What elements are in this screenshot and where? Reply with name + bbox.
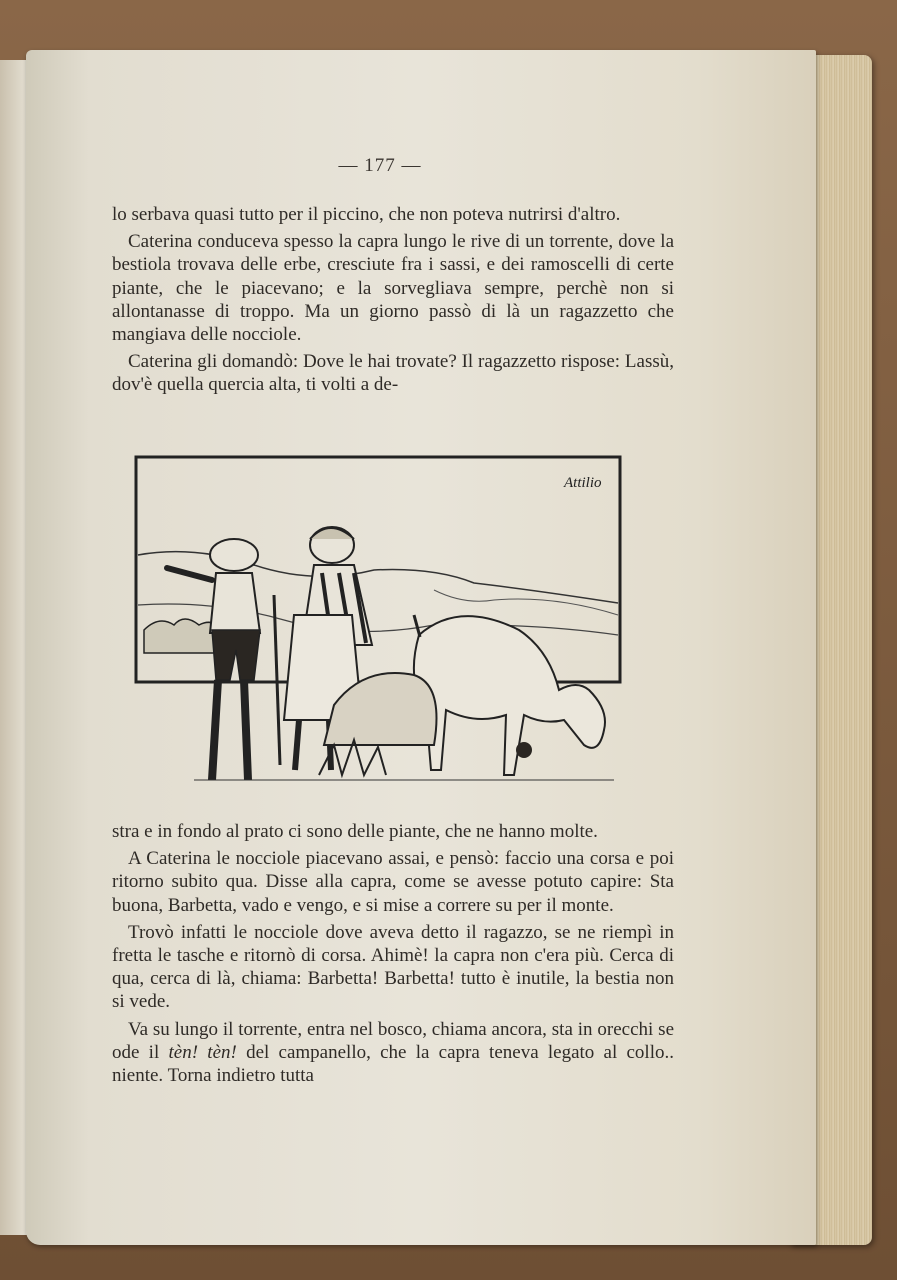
drawing-icon (134, 455, 624, 800)
paragraph: stra e in fondo al prato ci sono delle piante, che ne hanno molte. (112, 821, 598, 842)
text-block-top (112, 203, 674, 397)
paragraph: lo serbava quasi tutto per il piccino, che non poteva nutrirsi d'altro. (112, 204, 621, 225)
paragraph: Trovò infatti le nocciole dove aveva detto il ragazzo, se ne riempì in fretta le tasche e ritornò di corsa. Ahimè! la capra non c'era più. Cerca di qua, cerca di là, chiama: Barbetta! Barbetta! tutto è inutile, la bestia non si vede. (112, 921, 674, 1013)
paragraph (112, 1018, 674, 1088)
paragraph-text: del campanello, che la capra teneva legato al collo.. niente. Torna indietro tutta (112, 1041, 674, 1087)
page-number: — 177 — (338, 155, 422, 176)
paragraph: A Caterina le nocciole piacevano assai, e pensò: faccio una corsa e poi ritorno subito qua. Disse alla capra, come se avesse potuto capire: Sta buona, Barbetta, vado e vengo, e si mise a correre su per il monte. (112, 848, 674, 916)
paragraph: Caterina conduceva spesso la capra lungo le rive di un torrente, dove la bestiola trovava delle erbe, cresciute fra i sassi, e dei ramoscelli di certe piante, che le piacevano; e la sorvegliava sempre, perchè non si allontanasse di troppo. Ma un giorno passò di là un ragazzetto che mangiava delle nocciole. (112, 231, 674, 346)
emphasis-text: tèn! tèn! (168, 1041, 237, 1063)
illustration (134, 455, 624, 800)
paragraph: Caterina gli domandò: Dove le hai trovate? Il ragazzetto rispose: Lassù, dov'è quella quercia alta, ti volti a de- (112, 351, 674, 396)
text-block-bottom (112, 820, 674, 1087)
paragraph-text: Va su lungo il torrente, entra nel bosco, chiama ancora, sta in orecchi se ode il (112, 1018, 674, 1063)
signature: Attilio (564, 475, 602, 491)
